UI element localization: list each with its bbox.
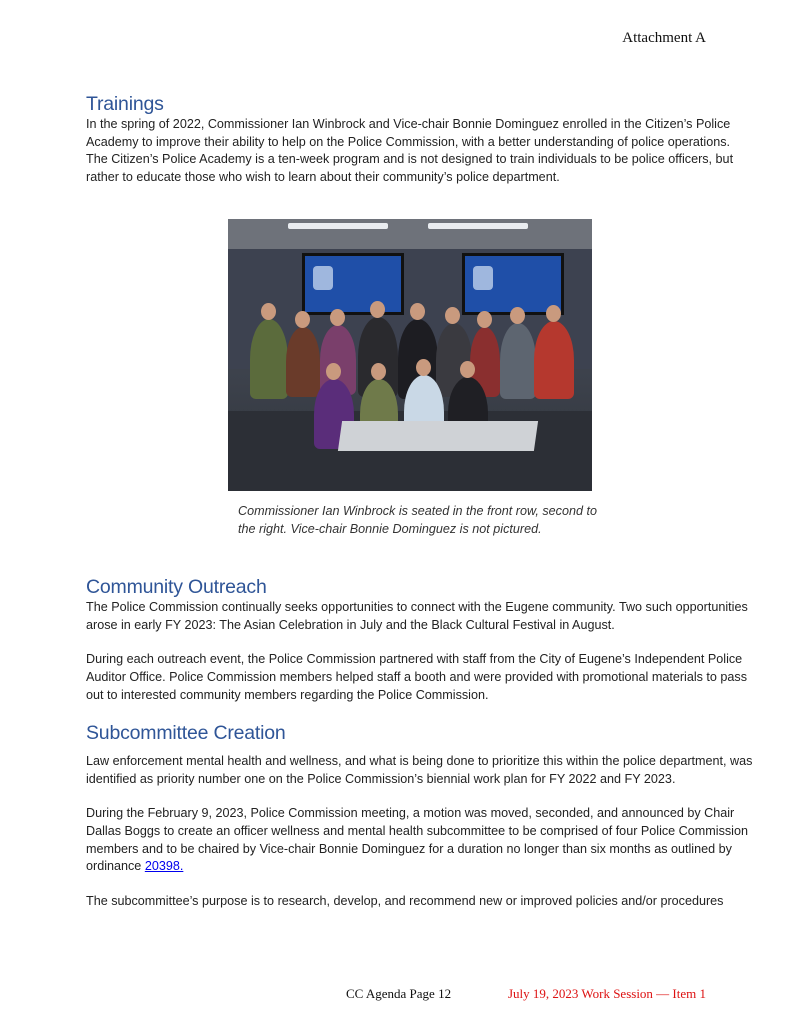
footer-page-label: CC Agenda Page 12 [346, 986, 452, 1001]
ordinance-link[interactable]: 20398. [144, 859, 184, 874]
trainings-heading: Trainings [86, 93, 164, 115]
footer-session-label: July 19, 2023 Work Session — Item 1 [507, 986, 706, 1001]
subcommittee-paragraph-2-text: During the February 9, 2023, Police Commission meeting, a motion was moved, seconded, and announced by Chair Dallas Boggs to create an officer wellness and mental health subcommittee to be comprised of four Police Commission members and to be chaired by Vice-chair Bonnie Dominguez for a duration no longer than six months as outlined by ordinance [86, 806, 748, 874]
subcommittee-paragraph-1: Law enforcement mental health and wellness, and what is being done to prioritize this within the police department, was identified as priority number one on the Police Commission’s biennial work plan for FY 2022 and FY 2023. [86, 754, 753, 786]
outreach-section [86, 575, 754, 704]
trainings-paragraph: In the spring of 2022, Commissioner Ian Winbrock and Vice-chair Bonnie Dominguez enrolled in the Citizen’s Police Academy to improve their ability to help on the Police Commission, with a better understanding of police operations. The Citizen’s Police Academy is a ten-week program and is not designed to train individuals to be police officers, but rather to educate those who wish to learn about their community’s police department. [86, 117, 734, 184]
outreach-paragraph-1: The Police Commission continually seeks opportunities to connect with the Eugene community. Two such opportunities arose in early FY 2023: The Asian Celebration in July and the Black Cultural Festival in August. [86, 600, 748, 632]
subcommittee-section [86, 721, 754, 910]
photo-caption: Commissioner Ian Winbrock is seated in the front row, second to the right. Vice-chair Bonnie Dominguez is not pictured. [238, 504, 597, 536]
subcommittee-paragraph-2 [86, 805, 754, 875]
attachment-label: Attachment A [622, 30, 706, 46]
subcommittee-heading: Subcommittee Creation [86, 722, 286, 745]
subcommittee-paragraph-3: The subcommittee’s purpose is to research, develop, and recommend new or improved policies and/or procedures [86, 893, 724, 908]
document-body [86, 92, 754, 910]
outreach-paragraph-2: During each outreach event, the Police Commission partnered with staff from the City of Eugene’s Independent Police Auditor Office. Police Commission members helped staff a booth and were provided with promotional materials to pass out to interested community members regarding the Police Commission. [86, 652, 748, 702]
academy-group-photo [228, 219, 592, 491]
academy-photo-figure [228, 219, 597, 538]
trainings-section [86, 92, 754, 538]
outreach-heading: Community Outreach [86, 576, 267, 599]
